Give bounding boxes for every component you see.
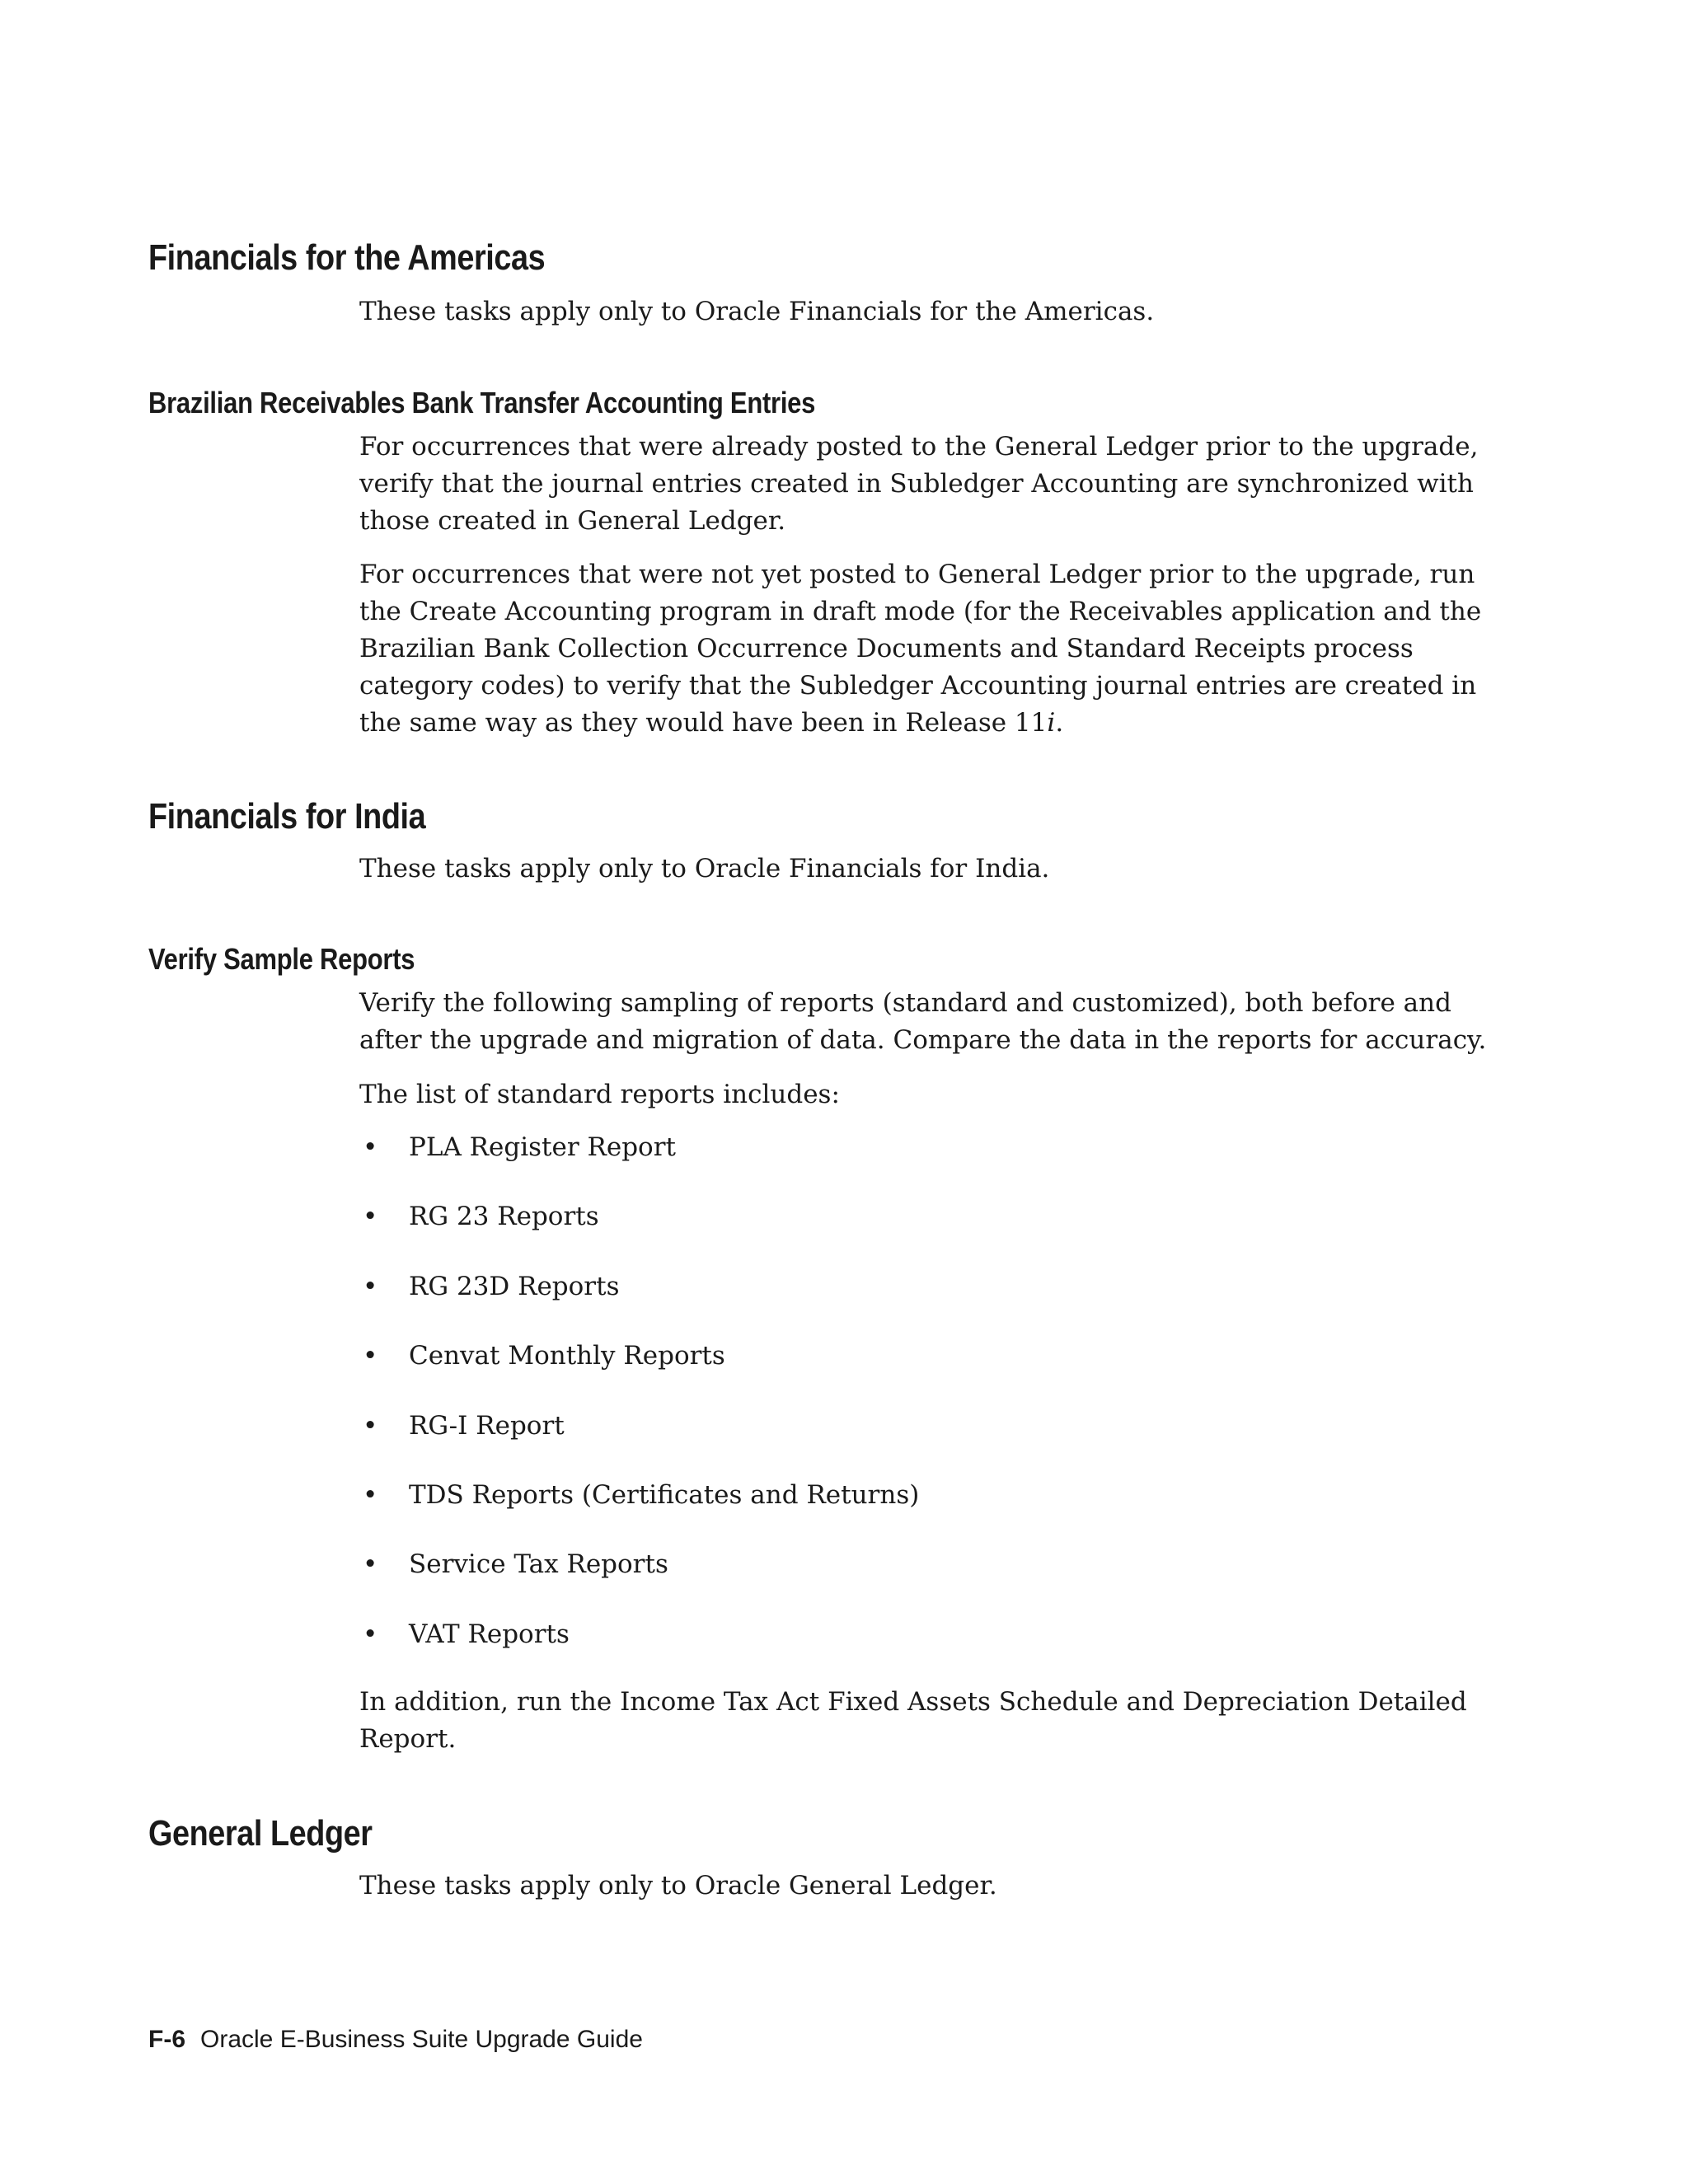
list-item xyxy=(359,1408,919,1477)
heading-financials-india: Financials for India xyxy=(148,796,426,837)
text-line: category codes) to verify that the Subledger Accounting journal entries are created in xyxy=(359,671,1477,701)
text-line: those created in General Ledger. xyxy=(359,506,786,536)
paragraph-brazil-not-posted xyxy=(359,556,1482,742)
standard-reports-list xyxy=(359,1129,919,1685)
heading-general-ledger: General Ledger xyxy=(148,1813,373,1854)
bullet-icon: • xyxy=(363,1479,378,1510)
report-name: RG 23D Reports xyxy=(409,1271,620,1301)
bullet-icon: • xyxy=(363,1619,378,1649)
bullet-icon: • xyxy=(363,1341,378,1371)
intro-india: These tasks apply only to Oracle Financials for India. xyxy=(359,854,1050,883)
bullet-icon: • xyxy=(363,1202,378,1232)
report-name: PLA Register Report xyxy=(409,1132,676,1162)
text-line: For occurrences that were not yet posted to General Ledger prior to the upgrade, run xyxy=(359,560,1475,589)
bullet-icon: • xyxy=(363,1132,378,1162)
list-item xyxy=(359,1129,919,1198)
intro-americas: These tasks apply only to Oracle Financials for the Americas. xyxy=(359,297,1155,326)
heading-brazilian-receivables: Brazilian Receivables Bank Transfer Accounting Entries xyxy=(148,386,816,419)
bullet-icon: • xyxy=(363,1549,378,1580)
release-period: . xyxy=(1055,708,1064,738)
text-line: Brazilian Bank Collection Occurrence Documents and Standard Receipts process xyxy=(359,634,1414,663)
heading-financials-americas: Financials for the Americas xyxy=(148,237,546,278)
list-intro: The list of standard reports includes: xyxy=(359,1080,840,1109)
text-line-release xyxy=(359,705,1431,742)
text-line: In addition, run the Income Tax Act Fixed Assets Schedule and Depreciation Detailed xyxy=(359,1687,1467,1717)
text-line: verify that the journal entries created in Subledger Accounting are synchronized with xyxy=(359,469,1474,499)
text-line: Verify the following sampling of reports (standard and customized), both before and xyxy=(359,988,1451,1018)
intro-general-ledger: These tasks apply only to Oracle General Ledger. xyxy=(359,1871,997,1900)
page-footer xyxy=(148,2026,643,2054)
report-name: Service Tax Reports xyxy=(409,1549,668,1580)
release-italic-i: i xyxy=(1047,708,1056,738)
text-line: For occurrences that were already posted to the General Ledger prior to the upgrade, xyxy=(359,432,1479,462)
bullet-icon: • xyxy=(363,1410,378,1441)
list-item xyxy=(359,1477,919,1546)
text-line: after the upgrade and migration of data. Compare the data in the reports for accuracy. xyxy=(359,1025,1487,1055)
report-name: VAT Reports xyxy=(409,1619,570,1649)
list-item xyxy=(359,1616,919,1685)
report-name: TDS Reports (Certificates and Returns) xyxy=(409,1479,920,1510)
list-item xyxy=(359,1198,919,1268)
text-line: the Create Accounting program in draft mode (for the Receivables application and the xyxy=(359,597,1482,626)
paragraph-income-tax xyxy=(359,1684,1467,1758)
bullet-icon: • xyxy=(363,1271,378,1301)
list-item xyxy=(359,1268,919,1338)
report-name: RG-I Report xyxy=(409,1410,565,1441)
page-number: F-6 xyxy=(148,2026,185,2053)
release-text: the same way as they would have been in Release 11 xyxy=(359,708,1048,738)
report-name: Cenvat Monthly Reports xyxy=(409,1341,725,1371)
report-name: RG 23 Reports xyxy=(409,1202,599,1232)
list-item xyxy=(359,1338,919,1407)
paragraph-brazil-posted xyxy=(359,429,1479,540)
list-item xyxy=(359,1546,919,1615)
paragraph-verify-reports xyxy=(359,985,1487,1059)
text-line: Report. xyxy=(359,1724,457,1754)
heading-verify-sample-reports: Verify Sample Reports xyxy=(148,942,415,976)
footer-title: Oracle E-Business Suite Upgrade Guide xyxy=(200,2026,643,2053)
